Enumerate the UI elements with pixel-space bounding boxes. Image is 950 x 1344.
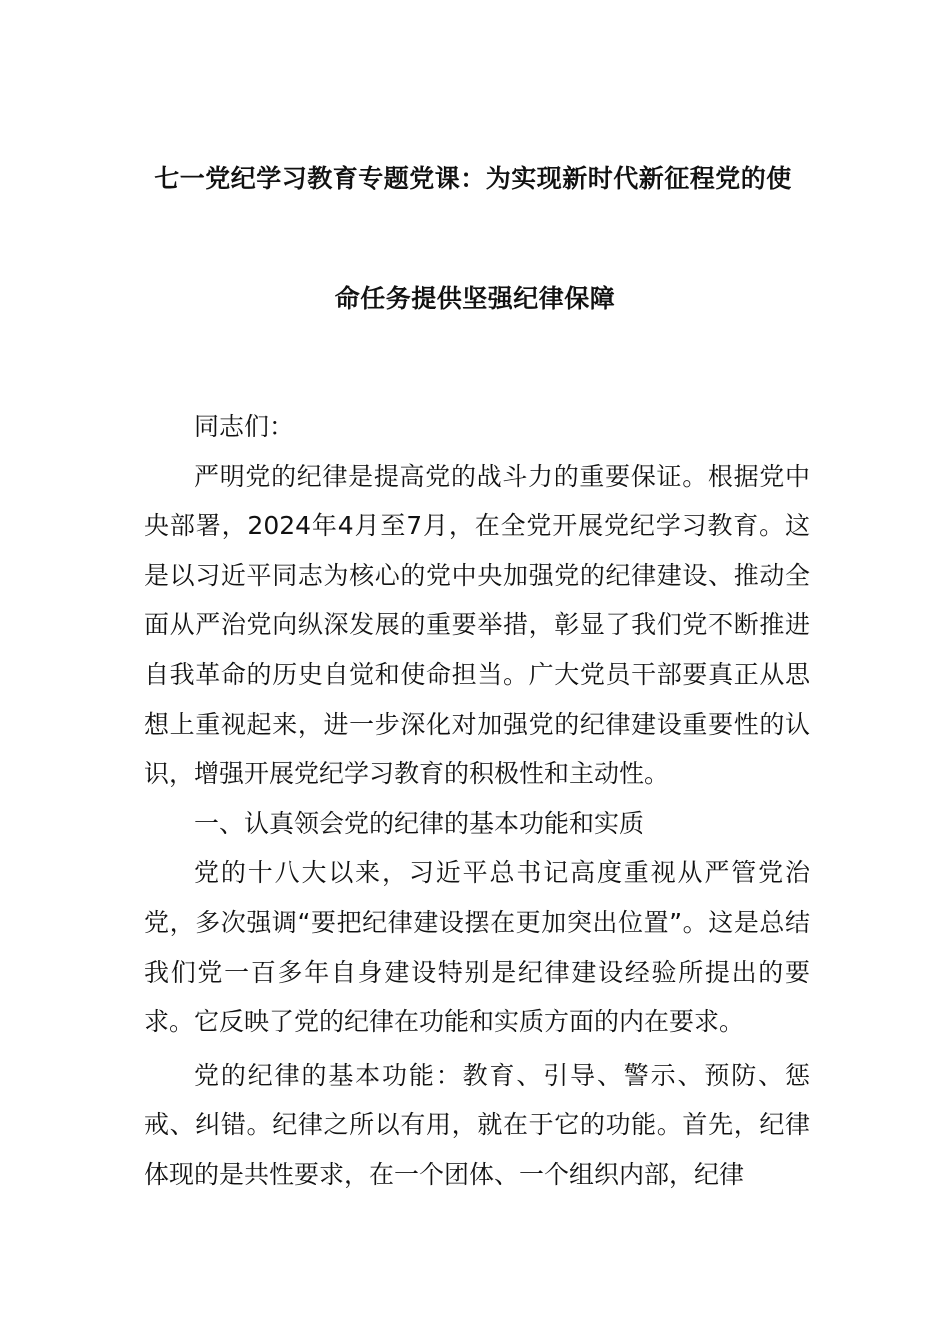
body-paragraph: 党的纪律的基本功能：教育、引导、警示、预防、惩戒、纠错。纪律之所以有用，就在于它的功能。首先，纪律体现的是共性要求，在一个团体、一个组织内部，纪律	[144, 1060, 810, 1189]
document-title-line-2: 命任务提供坚强纪律保障	[334, 284, 616, 313]
document-title-line-1: 七一党纪学习教育专题党课：为实现新时代新征程党的使	[154, 164, 792, 193]
section-heading: 一、认真领会党的纪律的基本功能和实质	[194, 808, 645, 838]
body-paragraph: 党的十八大以来，习近平总书记高度重视从严管党治党，多次强调“要把纪律建设摆在更加突出位置”。这是总结我们党一百多年自身建设特别是纪律建设经验所提出的要求。它反映了党的纪律在功能和实质方面的内在要求。	[144, 858, 810, 1037]
body-paragraph: 严明党的纪律是提高党的战斗力的重要保证。根据党中央部署，2024年4月至7月，在全党开展党纪学习教育。这是以习近平同志为核心的党中央加强党的纪律建设、推动全面从严治党向纵深发展的重要举措，彰显了我们党不断推进自我革命的历史自觉和使命担当。广大党员干部要真正从思想上重视起来，进一步深化对加强党的纪律建设重要性的认识，增强开展党纪学习教育的积极性和主动性。	[144, 461, 810, 789]
document-body	[144, 402, 810, 1200]
salutation-paragraph: 同志们：	[194, 412, 295, 441]
